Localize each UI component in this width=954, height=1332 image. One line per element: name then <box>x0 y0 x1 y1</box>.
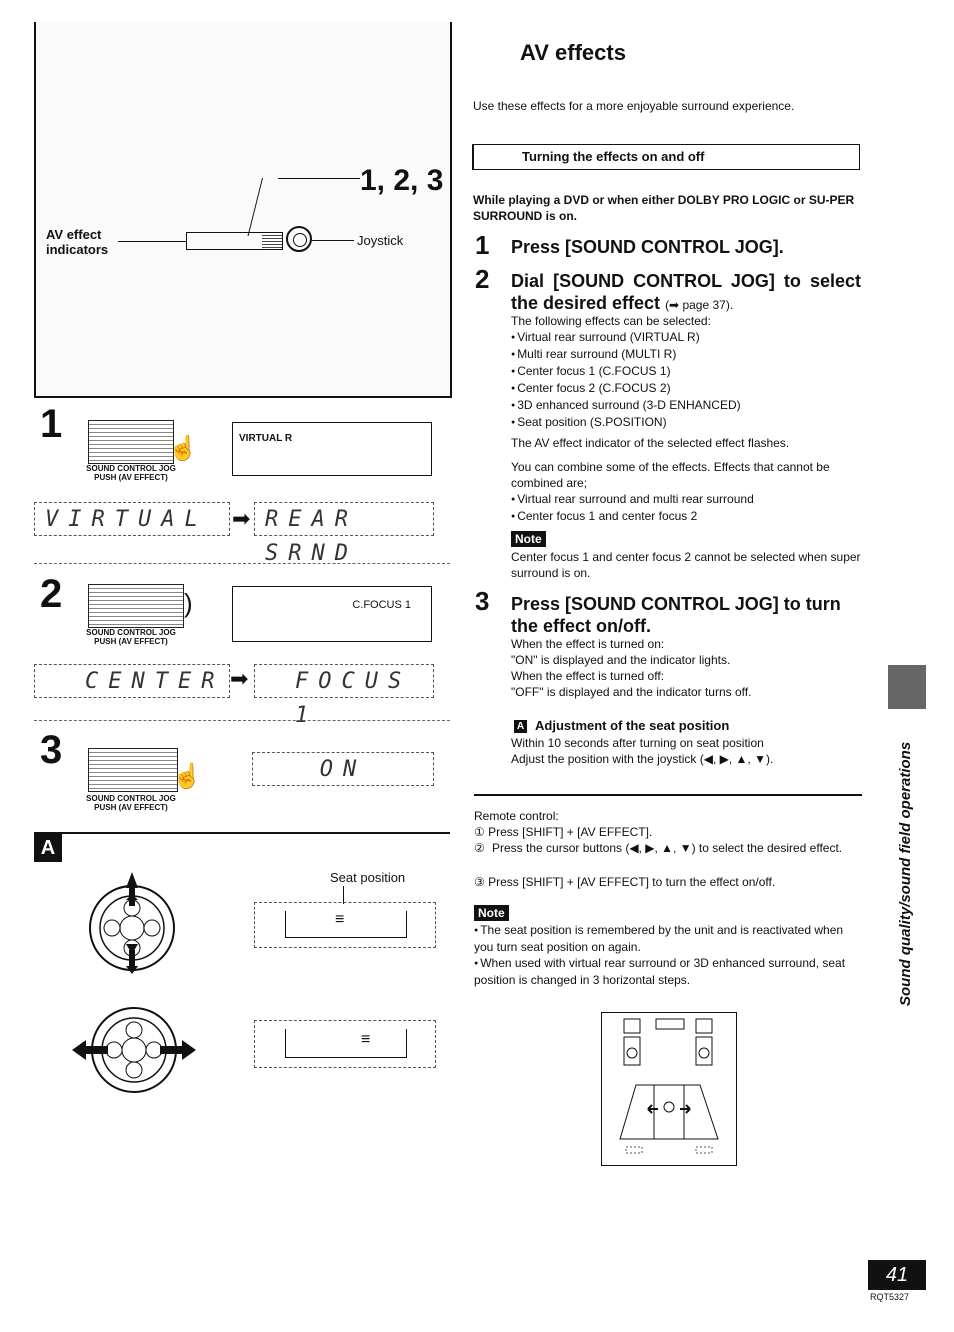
lcd-on-text: ON <box>319 757 367 782</box>
doc-code: RQT5327 <box>870 1292 910 1302</box>
hand-press-icon: ☝ <box>172 763 202 790</box>
side-tab-label: Sound quality/sound field operations <box>897 741 914 1006</box>
while-playing-text: While playing a DVD or when either DOLBY PRO LOGIC or SU-PER SURROUND is on. <box>473 193 855 223</box>
display-panel-2 <box>232 586 432 642</box>
step-1-number: 1 <box>40 402 63 446</box>
r-step-2-main: Dial [SOUND CONTROL JOG] to select the desired effect <box>511 271 861 313</box>
sound-control-jog-3 <box>88 748 178 792</box>
list-item: ● Center focus 1 and center focus 2 <box>511 508 754 525</box>
callout-line <box>278 178 360 179</box>
arrow-right-icon: ➡ <box>232 506 251 531</box>
lcd-center <box>34 664 230 698</box>
r-step-2-number: 2 <box>475 264 490 294</box>
adjust-badge: A <box>514 720 527 733</box>
seat-center-icon: ≡ <box>335 911 345 928</box>
av-effect-indicator-strip <box>186 232 283 250</box>
effects-list <box>511 329 741 431</box>
page-title: AV effects <box>520 40 626 65</box>
divider-1 <box>34 563 450 564</box>
av-effect-indicators-label: AV effect indicators <box>46 227 109 257</box>
step-3-line-3: When the effect is turned off: <box>511 669 664 683</box>
page-number: 41 <box>868 1260 926 1290</box>
rotate-icon: ) <box>184 588 193 618</box>
indicator-leader <box>118 241 186 242</box>
remote-step-1-text: Press [SHIFT] + [AV EFFECT]. <box>488 825 653 839</box>
step-3-line-4: "OFF" is displayed and the indicator turns off. <box>511 685 752 699</box>
joystick-icon <box>286 226 312 252</box>
lcd-focus <box>254 664 434 728</box>
remote-step-3-num: ③ <box>474 875 485 889</box>
overview-illustration <box>34 22 452 398</box>
adjust-title: Adjustment of the seat position <box>535 718 730 733</box>
remote-rule <box>474 794 862 796</box>
display-text-1: VIRTUAL R <box>239 433 293 444</box>
list-item: ● Center focus 1 (C.FOCUS 1) <box>511 363 741 380</box>
note-badge-1: Note <box>511 531 546 547</box>
remote-step-1-num: ① <box>474 825 485 839</box>
seat-right-icon: ≡ <box>361 1031 371 1048</box>
lcd-on <box>252 752 434 786</box>
hand-press-icon: ☝ <box>168 435 198 462</box>
list-item: ● Virtual rear surround and multi rear surround <box>511 491 754 508</box>
remote-label: Remote control: <box>474 809 559 823</box>
note-2-list <box>474 922 862 988</box>
callout-steps: 1, 2, 3 <box>360 164 444 197</box>
adjust-line-2: Adjust the position with the joystick (◀, ▶, ▲, ▼). <box>511 752 774 766</box>
seat-display-center <box>254 902 436 948</box>
following-intro: The following effects can be selected: <box>511 314 711 328</box>
section-a-badge: A <box>34 834 62 862</box>
lcd-rear-srnd-text: REAR SRND <box>265 507 358 566</box>
intro-text: Use these effects for a more enjoyable surround experience. <box>473 99 795 113</box>
remote-step-1 <box>474 824 864 840</box>
side-tab-marker <box>888 665 926 709</box>
step-3-line-2: "ON" is displayed and the indicator lights. <box>511 653 731 667</box>
combine-list <box>511 491 754 525</box>
jog-caption-2: SOUND CONTROL JOG PUSH (AV EFFECT) <box>86 628 176 646</box>
indicator-flashes-text: The AV effect indicator of the selected effect flashes. <box>511 436 790 450</box>
r-step-1-text: Press [SOUND CONTROL JOG]. <box>511 237 784 257</box>
remote-step-3-text: Press [SHIFT] + [AV EFFECT] to turn the effect on/off. <box>488 875 776 889</box>
r-step-3-text: Press [SOUND CONTROL JOG] to turn the effect on/off. <box>511 594 841 636</box>
list-item: ● The seat position is remembered by the unit and is reactivated when you turn seat position on again. <box>474 922 862 955</box>
sound-control-jog-2 <box>88 584 184 628</box>
lcd-rear-srnd <box>254 502 434 566</box>
remote-step-3 <box>474 874 864 890</box>
joystick-updown-icon <box>80 870 184 974</box>
list-item: ● When used with virtual rear surround or 3D enhanced surround, seat position is changed in 3 horizontal steps. <box>474 955 862 988</box>
step-3-line-1: When the effect is turned on: <box>511 637 665 651</box>
list-item: ● Virtual rear surround (VIRTUAL R) <box>511 329 741 346</box>
list-item: ● Center focus 2 (C.FOCUS 2) <box>511 380 741 397</box>
note-badge-2: Note <box>474 905 509 921</box>
r-step-2-ref: (➡ page 37). <box>665 298 734 312</box>
lcd-virtual <box>34 502 230 536</box>
note-1-text: Center focus 1 and center focus 2 cannot be selected when super surround is on. <box>511 550 861 580</box>
display-text-2: C.FOCUS 1 <box>352 599 411 611</box>
joystick-leader <box>312 240 354 241</box>
jog-caption-3: SOUND CONTROL JOG PUSH (AV EFFECT) <box>86 794 176 812</box>
section-heading: Turning the effects on and off <box>522 149 705 164</box>
combine-text: You can combine some of the effects. Effects that cannot be combined are; <box>511 460 830 490</box>
lcd-focus-text: FOCUS 1 <box>295 669 412 728</box>
arrow-right-icon: ➡ <box>230 666 249 691</box>
lcd-virtual-text: VIRTUAL <box>45 507 208 532</box>
r-step-1-number: 1 <box>475 230 490 260</box>
adjust-line-1: Within 10 seconds after turning on seat position <box>511 736 764 750</box>
remote-step-2-num: ② <box>474 841 485 855</box>
step-3-number: 3 <box>40 728 63 772</box>
lcd-center-text: CENTER <box>85 669 225 694</box>
display-panel-1 <box>232 422 432 476</box>
list-item: ● Multi rear surround (MULTI R) <box>511 346 741 363</box>
remote-step-2-text: Press the cursor buttons (◀, ▶, ▲, ▼) to select the desired effect. <box>492 841 843 855</box>
jog-caption-1: SOUND CONTROL JOG PUSH (AV EFFECT) <box>86 464 176 482</box>
divider-2 <box>34 720 450 721</box>
joystick-label: Joystick <box>357 233 404 248</box>
step-2-number: 2 <box>40 572 63 616</box>
list-item: ● Seat position (S.POSITION) <box>511 414 741 431</box>
list-item: ● 3D enhanced surround (3-D ENHANCED) <box>511 397 741 414</box>
sound-control-jog-1 <box>88 420 174 464</box>
seat-position-diagram <box>601 1012 737 1166</box>
r-step-3-number: 3 <box>475 586 490 616</box>
section-heading-box <box>472 144 860 170</box>
r-step-2-text <box>511 270 861 316</box>
remote-step-2 <box>474 840 862 856</box>
section-a-rule <box>34 832 450 834</box>
joystick-leftright-icon <box>72 998 196 1102</box>
seat-position-label: Seat position <box>330 870 406 885</box>
seat-display-right <box>254 1020 436 1068</box>
